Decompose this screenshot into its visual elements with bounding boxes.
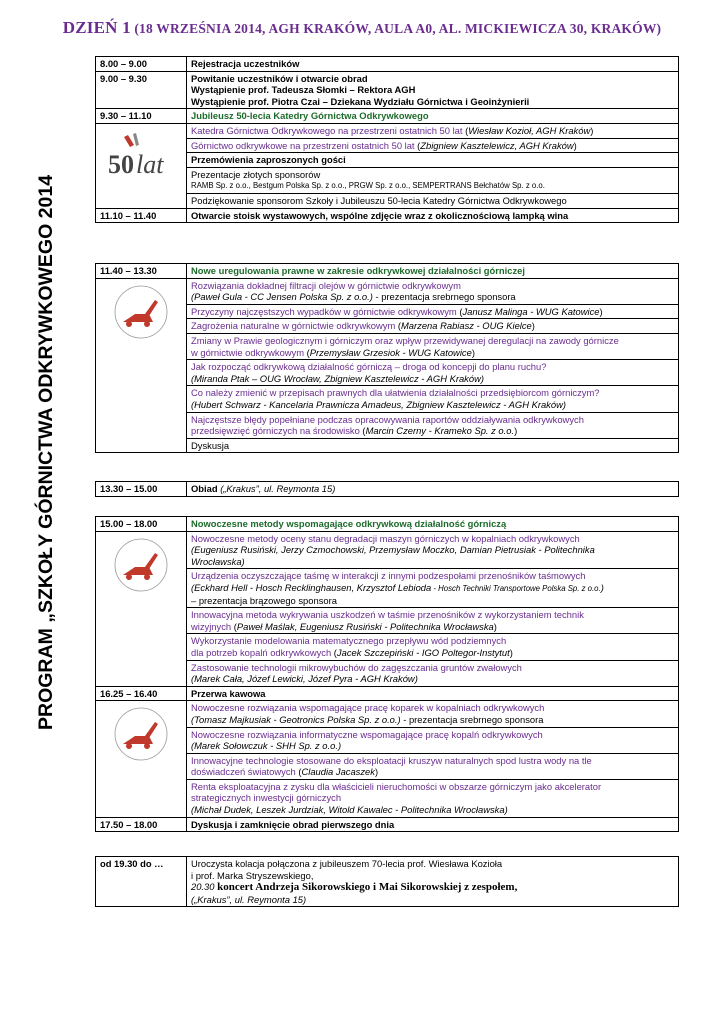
talk: Zmiany w Prawie geologicznym i górniczym oraz wpływ przewidywanej deregulacji na zawody górnicze w górnictwie odkrywkowym (Przemysław Grzesiok - WUG Katowice) (187, 333, 679, 359)
day-details: (18 WRZEŚNIA 2014, AGH KRAKÓW, AULA A0, AL. MICKIEWICZA 30, KRAKÓW) (134, 21, 662, 36)
time-cell: 8.00 – 9.00 (96, 57, 187, 72)
sponsors-row: Prezentacje złotych sponsorów RAMB Sp. z o.o., Bestgum Polska Sp. z o.o., PRGW Sp. z o.o., SEMPERTRANS Bełchatów Sp. z o.o. (187, 167, 679, 193)
thanks-row: Podziękowanie sponsorom Szkoły i Jubileuszu 50-lecia Katedry Górnictwa Odkrywkowego (187, 193, 679, 208)
opening-row (187, 71, 679, 109)
talk: Zastosowanie technologii mikrowybuchów do zagęszczania gruntów zwałowych (Marek Cała, Józef Lewicki, Józef Pyra - AGH Kraków) (187, 660, 679, 686)
talk: Zagrożenia naturalne w górnictwie odkrywkowym (Marzena Rabiasz - OUG Kielce) (187, 319, 679, 334)
time-cell: 11.40 – 13.30 (96, 264, 187, 279)
time-cell: 13.30 – 15.00 (96, 482, 187, 497)
talk: Innowacyjne technologie stosowane do eksploatacji kruszyw naturalnych spod lustra wody na tle doświadczeń światowych (Claudia Jacaszek) (187, 753, 679, 779)
time-cell: od 19.30 do … (96, 857, 187, 907)
discussion-row: Dyskusja (187, 438, 679, 453)
exhibition-row: Otwarcie stoisk wystawowych, wspólne zdjęcie wraz z okolicznościową lampką wina (187, 208, 679, 223)
side-title (6, 175, 76, 735)
mining-logo (96, 531, 187, 686)
talk: Co należy zmienić w przepisach prawnych dla ułatwienia działalności przedsiębiorcom górniczym? (Hubert Schwarz - Kancelaria Prawnicza Amadeus, Zbigniew Kasztelewicz - AGH Kraków) (187, 386, 679, 412)
lunch-row: Obiad („Krakus”, ul. Reymonta 15) (187, 482, 679, 497)
talk: Nowoczesne rozwiązania wspomagające pracę koparek w kopalniach odkrywkowych (Tomasz Majkusiak - Geotronics Polska Sp. z o.o.) - prezentacja srebrnego sponsora (187, 701, 679, 727)
line: Wystąpienie prof. Piotra Czai – Dziekana Wydziału Górnictwa i Geoinżynierii (191, 95, 530, 107)
talk: Jak rozpocząć odkrywkową działalność górniczą – droga od koncepji do planu ruchu? (Miranda Ptak – OUG Wrocław, Zbigniew Kasztelewicz - AGH Kraków) (187, 360, 679, 386)
logo-50-lat (96, 123, 187, 208)
time-cell: 16.25 – 16.40 (96, 686, 187, 701)
session-title: Nowe uregulowania prawne w zakresie odkrywkowej działalności górniczej (187, 264, 679, 279)
time-cell: 15.00 – 18.00 (96, 517, 187, 532)
session-title: Nowoczesne metody wspomagające odkrywkową działalność górniczą (187, 517, 679, 532)
block2-table (95, 263, 679, 453)
block3-table (95, 516, 679, 832)
mining-logo-icon (109, 702, 173, 766)
side-title-text: PROGRAM „SZKOŁY GÓRNICTWA ODKRYWKOWEGO 2014” (35, 175, 57, 730)
talk: Renta eksploatacyjna z zysku dla właścicieli nieruchomości w obszarze górniczym jako akcelerator strategicznych inwestycji górniczych (Michał Dudek, Leszek Jurdziak, Witold Kawalec - Politechnika Wrocławska) (187, 779, 679, 817)
evening-row: Uroczysta kolacja połączona z jubileuszem 70-lecia prof. Wiesława Kozioła i prof. Marka Stryszewskiego, 20.30 koncert Andrzeja Sikorowskiego i Mai Sikorowskiej z zespołem, („Krakus”, ul. Reymonta 15) (187, 857, 679, 907)
talk: Katedra Górnictwa Odkrywkowego na przestrzeni ostatnich 50 lat (Wiesław Kozioł, AGH Kraków) (187, 123, 679, 138)
time-cell: 11.10 – 11.40 (96, 208, 187, 223)
talk: Górnictwo odkrywkowe na przestrzeni ostatnich 50 lat (Zbigniew Kasztelewicz, AGH Kraków) (187, 138, 679, 153)
time-cell: 17.50 – 18.00 (96, 817, 187, 832)
evening-table (95, 856, 679, 907)
talk: Nowoczesne metody oceny stanu degradacji maszyn górniczych w kopalniach odkrywkowych (Eugeniusz Rusiński, Jerzy Czmochowski, Przemysław Moczko, Damian Pietrusiak - Politechnika Wrocławska) (187, 531, 679, 569)
page-title (0, 18, 724, 38)
logo-50-lat-icon (106, 125, 176, 195)
time-cell: 9.00 – 9.30 (96, 71, 187, 109)
talk: Nowoczesne rozwiązania informatyczne wspomagające pracę kopalń odkrywkowych (Marek Sołowczuk - SHH Sp. z o.o.) (187, 727, 679, 753)
lunch-table (95, 481, 679, 497)
break-row: Przerwa kawowa (187, 686, 679, 701)
closing-row: Dyskusja i zamknięcie obrad pierwszego dnia (187, 817, 679, 832)
mining-logo-icon (109, 533, 173, 597)
registration-row: Rejestracja uczestników (187, 57, 679, 72)
talk: Wykorzystanie modelowania matematycznego przepływu wód podziemnych dla potrzeb kopalń odkrywkowych (Jacek Szczepiński - IGO Poltegor-Instytut) (187, 634, 679, 660)
mining-logo (96, 701, 187, 817)
mining-logo (96, 278, 187, 453)
session-title: Jubileusz 50-lecia Katedry Górnictwa Odkrywkowego (187, 109, 679, 124)
talk: Rozwiązania dokładnej filtracji olejów w górnictwie odkrywkowym (Paweł Gula - CC Jensen Polska Sp. z o.o.) - prezentacja srebrnego sponsora (187, 278, 679, 304)
talk: Najczęstsze błędy popełniane podczas opracowywania raportów oddziaływania odkrywkowych przedsięwzięć górniczych na środowisko (Marcin Czerny - Krameko Sp. z o.o.) (187, 412, 679, 438)
block1-table (95, 56, 679, 223)
mining-logo-icon (109, 280, 173, 344)
talk: Innowacyjna metoda wykrywania uszkodzeń w taśmie przenośników z wykorzystaniem technik wizyjnych (Paweł Maślak, Eugeniusz Rusiński - Politechnika Wrocławska) (187, 608, 679, 634)
talk: Przyczyny najczęstszych wypadków w górnictwie odkrywkowym (Janusz Malinga - WUG Katowice) (187, 304, 679, 319)
time-cell: 9.30 – 11.10 (96, 109, 187, 124)
line: Powitanie uczestników i otwarcie obrad (191, 72, 368, 84)
day-label: DZIEŃ 1 (62, 18, 131, 37)
svg-text:50: 50 (108, 149, 134, 179)
line: Wystąpienie prof. Tadeusza Słomki – Rektora AGH (191, 84, 416, 96)
svg-text:lat: lat (136, 149, 164, 179)
talk: Urządzenia oczyszczające taśmę w interakcji z innymi podzespołami przenośników taśmowych (Eckhard Hell - Hosch Recklinghausen, Krzysztof Lebioda - Hosch Techniki Transportowe Polska Sp. z o.o.) – prezentacja brązowego sponsora (187, 569, 679, 608)
guests-row: Przemówienia zaproszonych gości (187, 153, 679, 168)
